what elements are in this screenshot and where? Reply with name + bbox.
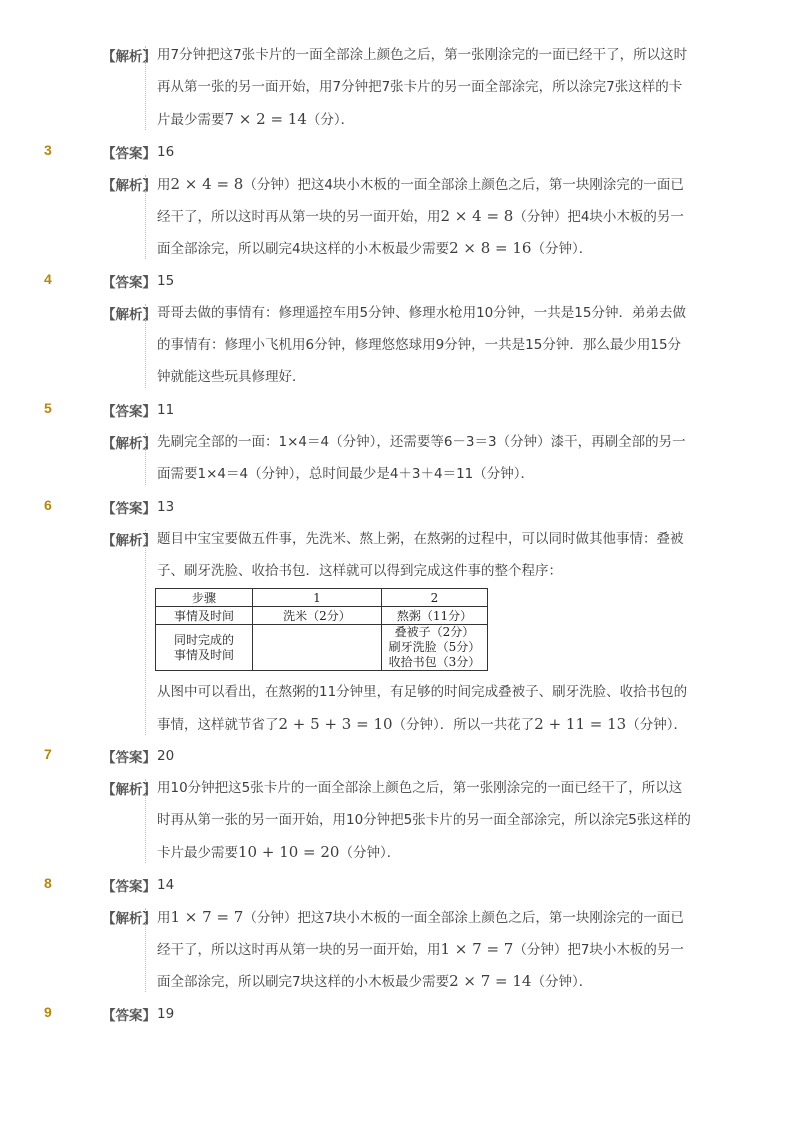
question-number: 3	[44, 142, 52, 158]
table-row	[156, 589, 488, 607]
q4-analysis-line-2: 的事情有：修理小飞机用6分钟，修理悠悠球用9分钟，一共是15分钟．那么最少用15分	[157, 337, 682, 353]
q3-analysis-line-2	[157, 206, 684, 227]
q8-analysis-line-1	[157, 907, 684, 928]
text: 面全部涂完，所以刷完4块这样的小木板最少需要	[157, 241, 450, 257]
answer-label: 【答案】	[102, 879, 156, 895]
answer-label: 【答案】	[102, 750, 156, 766]
text: （分钟）把这4块小木板的一面全部涂上颜色之后，第一块刚涂完的一面已	[243, 177, 684, 193]
q4-analysis-line-3: 钟就能这些玩具修理好．	[157, 369, 306, 385]
q6-analysis-line-2: 子、刷牙洗脸、收拾书包．这样就可以得到完成这件事的整个程序：	[157, 563, 562, 579]
formula: 7 × 2 = 14	[224, 110, 307, 128]
formula: 2 × 8 = 16	[449, 239, 532, 257]
analysis-label: 【解析】	[102, 307, 156, 323]
text: 事情，这样就节省了	[157, 717, 279, 733]
divider	[145, 304, 146, 388]
table-cell	[156, 625, 253, 671]
q8-analysis-line-2	[157, 939, 684, 960]
q9-answer: 19	[157, 1006, 175, 1022]
table-cell: 事情及时间	[156, 607, 253, 625]
text: （分）．	[306, 112, 355, 128]
q6-answer: 13	[157, 499, 175, 515]
text: （分钟）．所以一共花了	[392, 717, 535, 733]
formula: 2 + 11 = 13	[534, 715, 627, 733]
analysis-label: 【解析】	[102, 178, 156, 194]
text: （分钟）把这7块小木板的一面全部涂上颜色之后，第一块刚涂完的一面已	[243, 910, 684, 926]
question-number: 6	[44, 497, 52, 513]
divider	[145, 175, 146, 259]
q7-answer: 20	[157, 748, 175, 764]
q3-analysis-line-1	[157, 174, 684, 195]
q2-analysis-line-3	[157, 109, 354, 130]
q6-analysis-line-4	[157, 714, 687, 735]
question-number: 4	[44, 271, 52, 287]
text: 片最少需要	[157, 112, 225, 128]
text: 经干了，所以这时再从第一块的另一面开始，用	[157, 209, 441, 225]
divider	[145, 908, 146, 992]
q4-answer: 15	[157, 273, 175, 289]
q7-analysis-line-2: 时再从第一张的另一面开始，用10分钟把5张卡片的另一面全部涂完，所以涂完5张这样的	[157, 812, 691, 828]
table-cell: 洗米（2分）	[253, 607, 382, 625]
q5-analysis-line-2: 面需要1×4＝4（分钟），总时间最少是4＋3＋4＝11（分钟）．	[157, 466, 535, 482]
table-cell	[253, 625, 382, 671]
cell-line: 收拾书包（3分）	[388, 655, 481, 669]
table-row	[156, 625, 488, 671]
table-row	[156, 607, 488, 625]
cell-line: 刷牙洗脸（5分）	[388, 640, 481, 654]
divider	[145, 46, 146, 130]
analysis-label: 【解析】	[102, 436, 156, 452]
divider	[145, 779, 146, 863]
answer-label: 【答案】	[102, 1008, 156, 1024]
q6-analysis-line-1: 题目中宝宝要做五件事，先洗米、熬上粥，在熬粥的过程中，可以同时做其他事情：叠被	[157, 531, 684, 547]
q5-answer: 11	[157, 402, 175, 418]
table-cell	[382, 625, 488, 671]
q4-analysis-line-1: 哥哥去做的事情有：修理遥控车用5分钟、修理水枪用10分钟，一共是15分钟．弟弟去做	[157, 305, 686, 321]
table-cell: 熬粥（11分）	[382, 607, 488, 625]
answer-label: 【答案】	[102, 275, 156, 291]
question-number: 8	[44, 875, 52, 891]
cell-line: 事情及时间	[173, 647, 234, 662]
answer-label: 【答案】	[102, 146, 156, 162]
q8-analysis-line-3	[157, 971, 592, 992]
formula: 1 × 7 = 7	[170, 908, 244, 926]
text: 经干了，所以这时再从第一块的另一面开始，用	[157, 942, 441, 958]
table-header-cell: 步骤	[156, 589, 253, 607]
text: （分钟）．	[339, 845, 401, 861]
analysis-label: 【解析】	[102, 782, 156, 798]
table-header-cell: 2	[382, 589, 488, 607]
formula: 1 × 7 = 7	[440, 940, 514, 958]
question-number: 7	[44, 746, 52, 762]
q7-analysis-line-1: 用10分钟把这5张卡片的一面全部涂上颜色之后，第一张刚涂完的一面已经干了，所以这	[157, 780, 683, 796]
q5-analysis-line-1: 先刷完全部的一面：1×4＝4（分钟），还需要等6－3＝3（分钟）漆干，再刷全部的另一	[157, 434, 686, 450]
text: 用	[157, 177, 171, 193]
q6-analysis-line-3: 从图中可以看出，在熬粥的11分钟里，有足够的时间完成叠被子、刷牙洗脸、收拾书包的	[157, 684, 688, 700]
question-number: 9	[44, 1004, 52, 1020]
formula: 2 + 5 + 3 = 10	[278, 715, 393, 733]
q7-analysis-line-3	[157, 842, 400, 863]
text: （分钟）把7块小木板的另一	[513, 942, 684, 958]
analysis-label: 【解析】	[102, 49, 156, 65]
divider	[145, 530, 146, 735]
text: （分钟）．	[626, 717, 687, 733]
table-header-cell: 1	[253, 589, 382, 607]
text: （分钟）．	[531, 241, 593, 257]
analysis-label: 【解析】	[102, 911, 156, 927]
text: 面全部涂完，所以刷完7块这样的小木板最少需要	[157, 974, 450, 990]
answer-label: 【答案】	[102, 501, 156, 517]
answer-label: 【答案】	[102, 404, 156, 420]
text: （分钟）把4块小木板的另一	[513, 209, 684, 225]
formula: 2 × 4 = 8	[440, 207, 514, 225]
q2-analysis-line-2: 再从第一张的另一面开始，用7分钟把7张卡片的另一面全部涂完，所以涂完7张这样的卡	[157, 79, 683, 95]
q8-answer: 14	[157, 877, 175, 893]
schedule-table	[155, 588, 488, 671]
text: （分钟）．	[531, 974, 593, 990]
q3-analysis-line-3	[157, 238, 592, 259]
cell-line: 同时完成的	[173, 632, 234, 647]
divider	[145, 433, 146, 485]
analysis-label: 【解析】	[102, 533, 156, 549]
text: 卡片最少需要	[157, 845, 238, 861]
question-number: 5	[44, 400, 52, 416]
q3-answer: 16	[157, 144, 175, 160]
text: 用	[157, 910, 171, 926]
formula: 2 × 7 = 14	[449, 972, 532, 990]
q2-analysis-line-1: 用7分钟把这7张卡片的一面全部涂上颜色之后，第一张刚涂完的一面已经干了，所以这时	[157, 47, 688, 63]
formula: 10 + 10 = 20	[238, 843, 340, 861]
cell-line: 叠被子（2分）	[394, 625, 475, 639]
formula: 2 × 4 = 8	[170, 175, 244, 193]
